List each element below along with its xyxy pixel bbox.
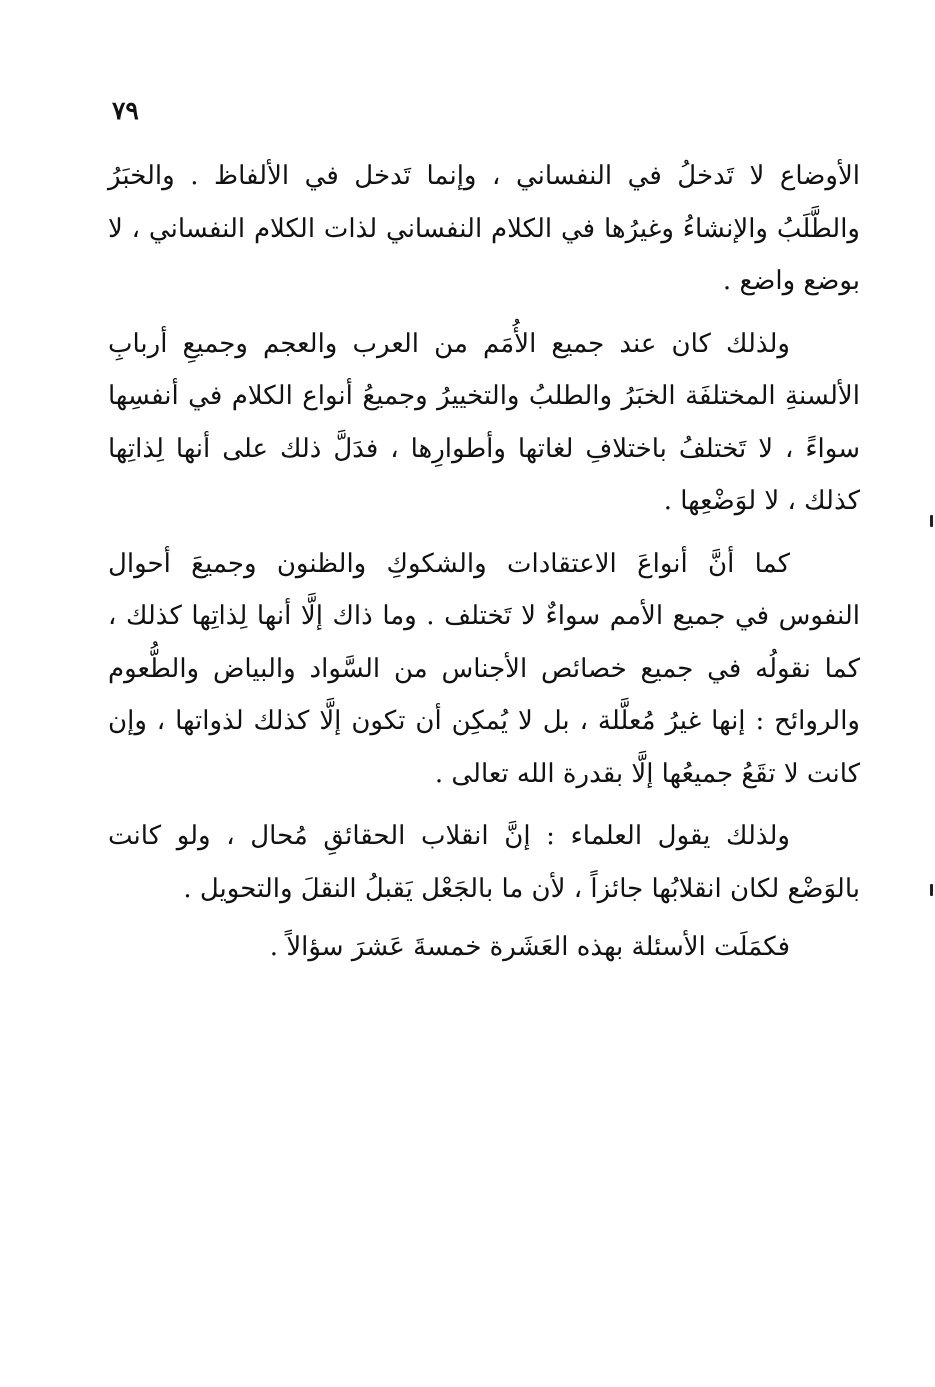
paragraph-3: كما أنَّ أنواعَ الاعتقادات والشكوكِ والظنون وجميعَ أحوال النفوس في جميع الأمم سواءٌ لا تَختلف . وما ذاك إلَّا أنها لِذاتِها كذلك ، كما نقولُه في جميع خصائص الأجناس من السَّواد والبياض والطُّعوم والروائح : إنها غيرُ مُعلَّلة ، بل لا يُمكِن أن تكون إلَّا كذلك لذواتها ، وإن كانت لا تقَعُ جميعُها إلَّا بقدرة الله تعالى . — [108, 548, 860, 789]
paragraph-5: فكمَلَت الأسئلة بهذه العَشَرة خمسةَ عَشرَ سؤالاً . — [269, 932, 790, 962]
body-text — [108, 150, 860, 984]
scan-edge-mark — [930, 515, 933, 527]
page-number: ٧٩ — [112, 96, 139, 125]
scan-edge-mark — [930, 884, 933, 896]
paragraph-1: الأوضاع لا تَدخلُ في النفساني ، وإنما تَدخل في الألفاظ . والخبَرُ والطَّلَبُ والإنشاءُ وغيرُها في الكلام النفساني لذات الكلام النفساني ، لا بوضع واضع . — [108, 161, 860, 296]
paragraph-4: ولذلك يقول العلماء : إنَّ انقلاب الحقائقِ مُحال ، ولو كانت بالوَضْع لكان انقلابُها جائزاً ، لأن ما بالجَعْل يَقبلُ النقلَ والتحويل . — [108, 821, 860, 904]
paragraph-2: ولذلك كان عند جميع الأُمَم من العرب والعجم وجميعِ أربابِ الألسنةِ المختلفَة الخبَرُ والطلبُ والتخييرُ وجميعُ أنواع الكلام في أنفسِها سواءً ، لا تَختلفُ باختلافِ لغاتها وأطوارِها ، فدَلَّ ذلك على أنها لِذاتِها كذلك ، لا لوَضْعِها . — [108, 328, 860, 516]
